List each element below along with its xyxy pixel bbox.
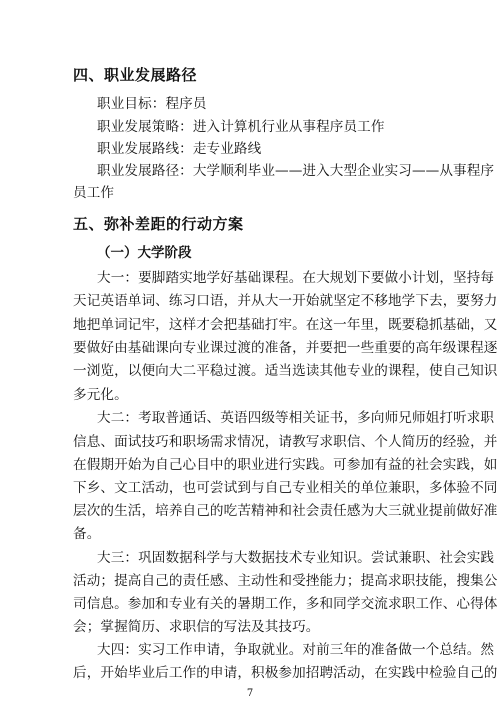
section-4-heading: 四、职业发展路径 bbox=[73, 66, 198, 84]
paragraph-line: 司信息。参加和专业有关的暑期工作，多和同学交流求职工作、心得体 bbox=[73, 596, 498, 612]
paragraph-line: 地把单词记牢，这样才会把基础打牢。在这一年里，既要稳抓基础，又 bbox=[73, 317, 498, 333]
paragraph-line: 大一：要脚踏实地学好基础课程。在大规划下要做小计划，坚持每 bbox=[97, 270, 495, 286]
paragraph-line: 活动；提高自己的责任感、主动性和受挫能力；提高求职技能，搜集公 bbox=[73, 573, 498, 589]
paragraph-line: 要做好由基础课向专业课过渡的准备，并要把一些重要的高年级课程逐 bbox=[73, 340, 498, 356]
paragraph-line: 下乡、文工活动，也可尝试到与自己专业相关的单位兼职，多体验不同 bbox=[73, 480, 498, 496]
career-goal-line: 职业目标：程序员 bbox=[97, 96, 207, 112]
paragraph-line: 会；掌握简历、求职信的写法及其技巧。 bbox=[73, 619, 320, 635]
career-route-line: 职业发展路线：走专业路线 bbox=[97, 141, 262, 157]
page-number: 7 bbox=[246, 688, 254, 699]
paragraph-line: 备。 bbox=[73, 526, 101, 542]
paragraph-line: 后，开始毕业后工作的申请，积极参加招聘活动，在实践中检验自己的 bbox=[73, 665, 498, 681]
paragraph-line: 大三：巩固数据科学与大数据技术专业知识。尝试兼职、社会实践 bbox=[97, 550, 495, 566]
paragraph-line: 大四：实习工作申请，争取就业。对前三年的准备做一个总结。然 bbox=[97, 642, 495, 658]
paragraph-line: 天记英语单词、练习口语，并从大一开始就坚定不移地学下去，要努力 bbox=[73, 293, 498, 309]
paragraph-line: 信息、面试技巧和职场需求情况，请教写求职信、个人简历的经验，并 bbox=[73, 434, 498, 450]
career-strategy-line: 职业发展策略：进入计算机行业从事程序员工作 bbox=[97, 119, 385, 135]
paragraph-line: 层次的生活，培养自己的吃苦精神和社会责任感为大三就业提前做好准 bbox=[73, 503, 498, 519]
paragraph-line: 大二：考取普通话、英语四级等相关证书，多向师兄师姐打听求职 bbox=[97, 410, 495, 426]
career-path-line: 职业发展路径：大学顺利毕业——进入大型企业实习——从事程序 bbox=[97, 163, 495, 179]
university-stage-subheading: （一）大学阶段 bbox=[97, 245, 192, 261]
paragraph-line: 一浏览，以便向大二平稳过渡。适当选读其他专业的课程，使自己知识 bbox=[73, 363, 498, 379]
paragraph-line: 在假期开始为自己心目中的职业进行实践。可参加有益的社会实践，如 bbox=[73, 457, 498, 473]
paragraph-line: 多元化。 bbox=[73, 387, 128, 403]
career-path-line-cont: 员工作 bbox=[73, 185, 115, 201]
section-5-heading: 五、弥补差距的行动方案 bbox=[73, 215, 244, 233]
